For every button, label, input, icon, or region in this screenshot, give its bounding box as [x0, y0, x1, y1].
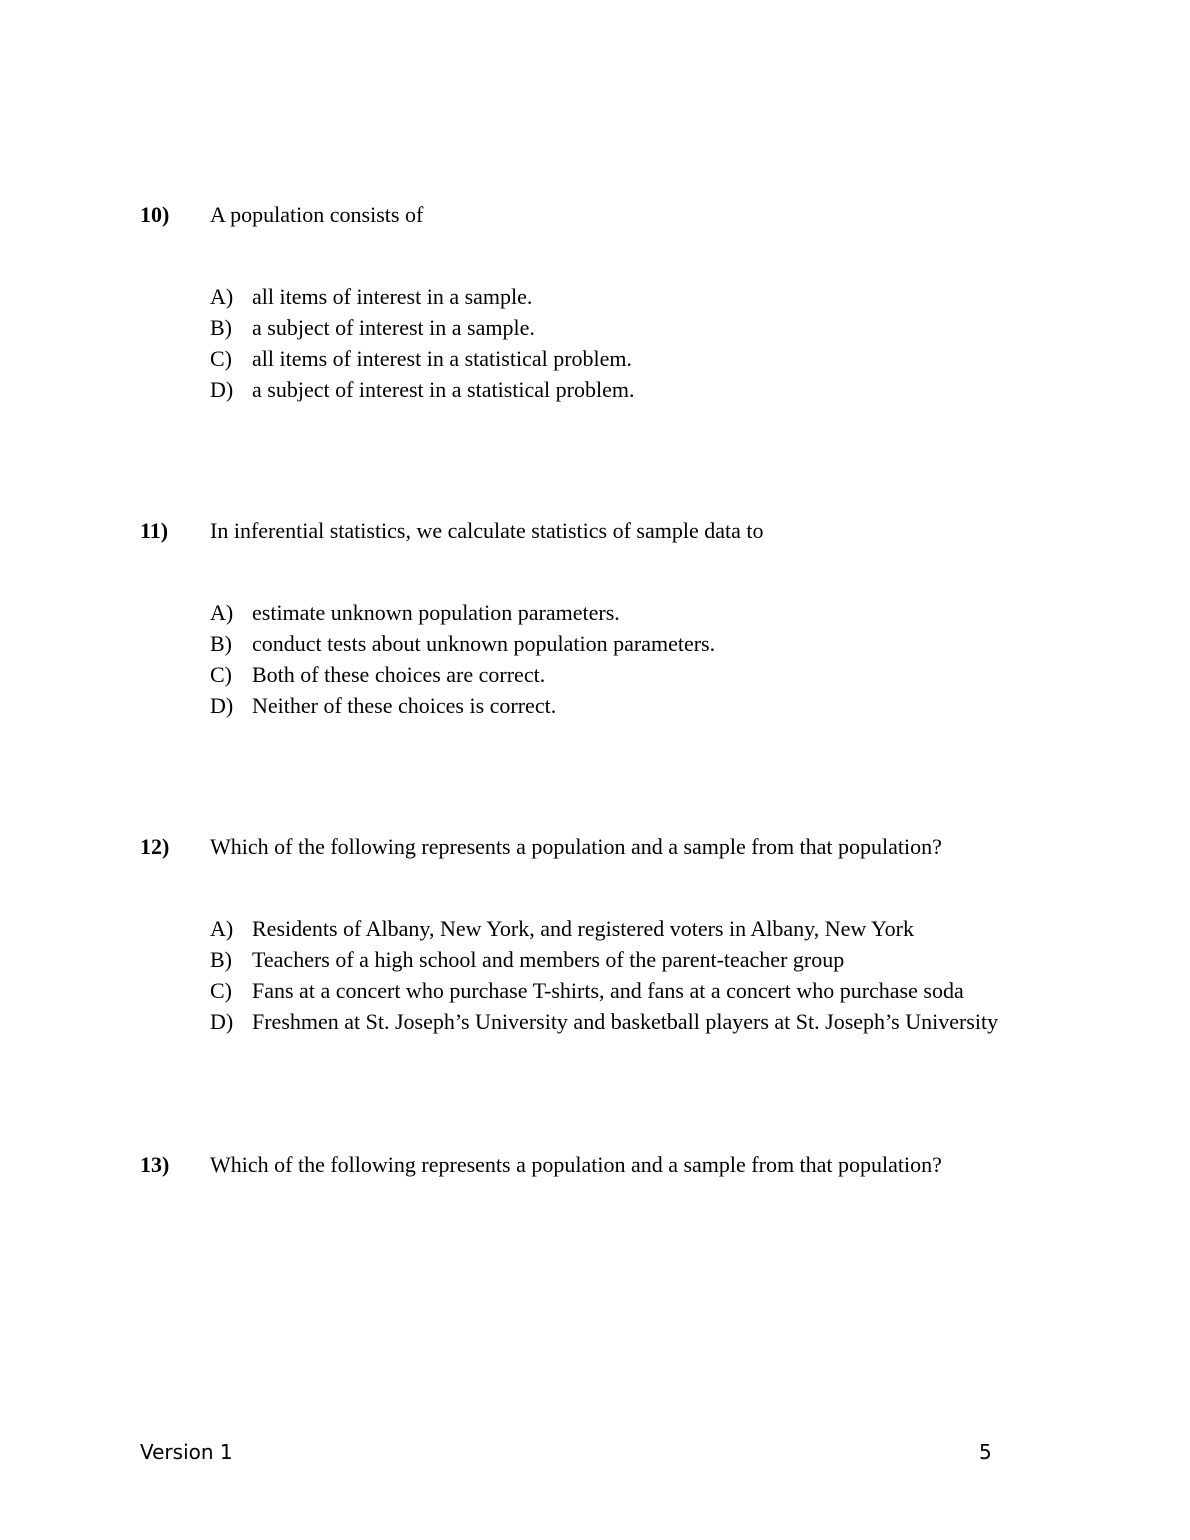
question-stem — [0, 200, 1190, 230]
option-d — [210, 374, 1170, 405]
option-letter: D) — [210, 1009, 234, 1034]
footer-page-number: 5 — [979, 1440, 992, 1464]
option-letter: B) — [210, 947, 232, 972]
option-text: a subject of interest in a sample. — [252, 315, 535, 340]
question-number: 12) — [140, 834, 170, 859]
option-a — [210, 597, 1170, 628]
question-text: Which of the following represents a population and a sample from that population? — [210, 834, 942, 859]
option-d — [210, 690, 1170, 721]
option-c — [210, 975, 1170, 1006]
answer-options — [210, 597, 1170, 721]
option-a — [210, 281, 1170, 312]
option-b — [210, 312, 1170, 343]
option-letter: C) — [210, 662, 232, 687]
option-letter: A) — [210, 284, 234, 309]
option-text: all items of interest in a statistical problem. — [252, 346, 633, 371]
answer-options — [210, 281, 1170, 405]
option-c — [210, 343, 1170, 374]
option-a — [210, 913, 1170, 944]
option-letter: A) — [210, 600, 234, 625]
option-text: Neither of these choices is correct. — [252, 693, 557, 718]
option-c — [210, 659, 1170, 690]
option-letter: A) — [210, 916, 234, 941]
option-text: conduct tests about unknown population parameters. — [252, 631, 716, 656]
question-stem — [0, 516, 1190, 546]
option-letter: C) — [210, 346, 232, 371]
question-stem — [0, 1150, 1190, 1180]
option-letter: C) — [210, 978, 232, 1003]
answer-options — [210, 913, 1170, 1037]
option-text: Freshmen at St. Joseph’s University and basketball players at St. Joseph’s University — [252, 1009, 999, 1034]
question-number: 13) — [140, 1152, 170, 1177]
option-b — [210, 628, 1170, 659]
option-text: a subject of interest in a statistical problem. — [252, 377, 635, 402]
question-number: 10) — [140, 202, 170, 227]
option-text: Residents of Albany, New York, and registered voters in Albany, New York — [252, 916, 914, 941]
option-d — [210, 1006, 1170, 1037]
question-number: 11) — [140, 518, 169, 543]
question-text: In inferential statistics, we calculate statistics of sample data to — [210, 518, 764, 543]
question-text: A population consists of — [210, 202, 424, 227]
option-text: Teachers of a high school and members of the parent-teacher group — [252, 947, 845, 972]
option-letter: B) — [210, 631, 232, 656]
question-stem — [0, 832, 1190, 862]
option-text: Both of these choices are correct. — [252, 662, 546, 687]
option-letter: D) — [210, 377, 234, 402]
option-text: Fans at a concert who purchase T-shirts, and fans at a concert who purchase soda — [252, 978, 964, 1003]
option-letter: B) — [210, 315, 232, 340]
footer-version: Version 1 — [140, 1440, 233, 1464]
option-b — [210, 944, 1170, 975]
option-text: all items of interest in a sample. — [252, 284, 533, 309]
question-text: Which of the following represents a population and a sample from that population? — [210, 1152, 942, 1177]
option-text: estimate unknown population parameters. — [252, 600, 620, 625]
option-letter: D) — [210, 693, 234, 718]
